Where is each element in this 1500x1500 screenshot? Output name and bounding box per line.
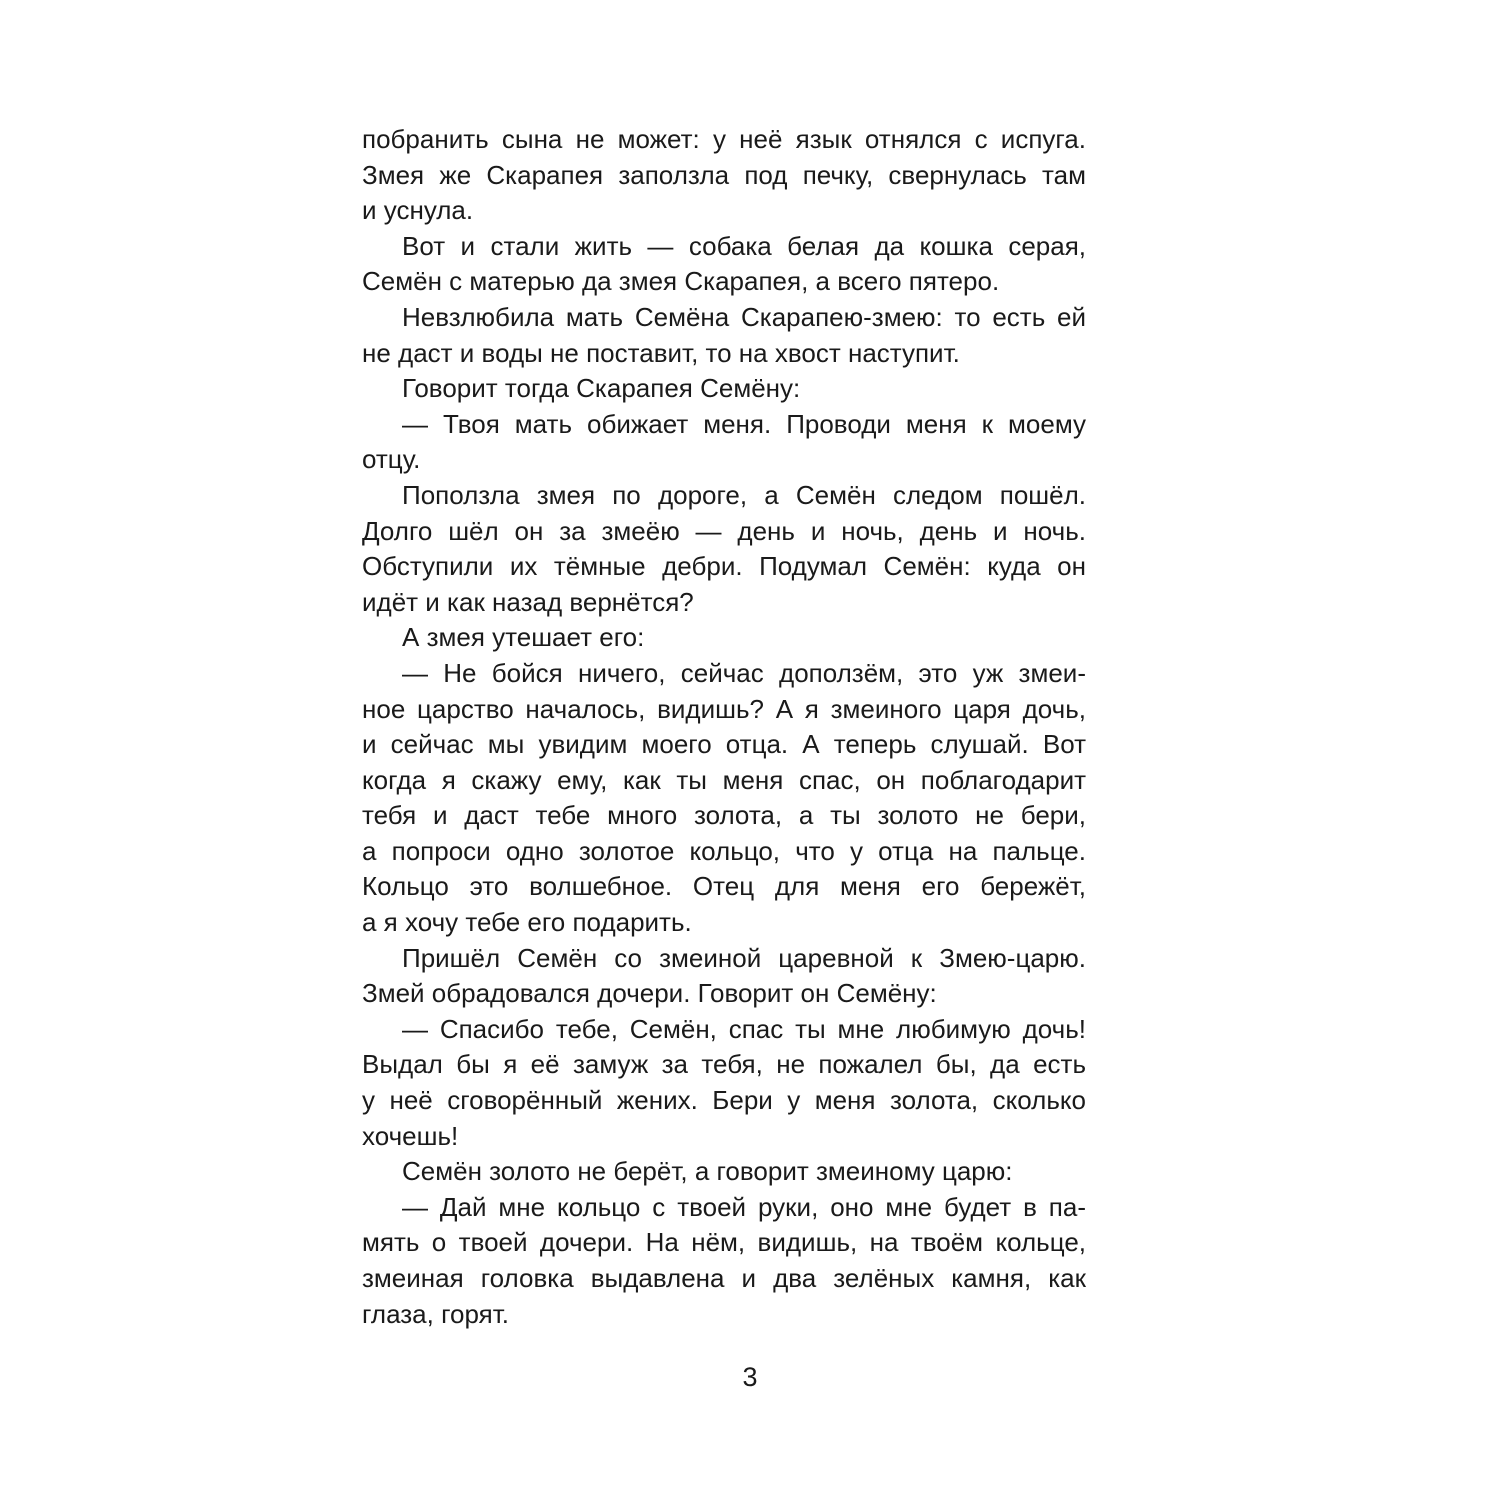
- text-line: хочешь!: [362, 1120, 459, 1151]
- text-line: — Спасибо тебе, Семён, спас ты мне любимую дочь!: [402, 1013, 1086, 1044]
- text-line: отцу.: [362, 444, 421, 475]
- page-body-text: [362, 122, 1086, 1332]
- text-line: а я хочу тебе его подарить.: [362, 907, 692, 938]
- text-line: Семён с матерью да змея Скарапея, а всего пятеро.: [362, 266, 1000, 297]
- text-line: тебя и даст тебе много золота, а ты золото не бери,: [362, 800, 1086, 831]
- text-line: когда я скажу ему, как ты меня спас, он поблагодарит: [362, 764, 1086, 795]
- text-line: — Не бойся ничего, сейчас доползём, это уж змеи-: [402, 657, 1086, 688]
- text-line: Выдал бы я её замуж за тебя, не пожалел бы, да есть: [362, 1049, 1086, 1080]
- text-line: Поползла змея по дороге, а Семён следом пошёл.: [402, 479, 1086, 510]
- text-line: Говорит тогда Скарапея Семёну:: [402, 373, 801, 404]
- text-line: и сейчас мы увидим моего отца. А теперь слушай. Вот: [362, 729, 1086, 760]
- page-number: 3: [742, 1362, 758, 1392]
- text-line: а попроси одно золотое кольцо, что у отца на пальце.: [362, 835, 1086, 866]
- text-line: Пришёл Семён со змеиной царевной к Змею-царю.: [402, 942, 1086, 973]
- text-line: Семён золото не берёт, а говорит змеиному царю:: [402, 1156, 1013, 1187]
- text-line: ное царство началось, видишь? А я змеиного царя дочь,: [362, 693, 1086, 724]
- text-line: не даст и воды не поставит, то на хвост наступит.: [362, 337, 960, 368]
- text-line: Обступили их тёмные дебри. Подумал Семён: куда он: [362, 551, 1086, 582]
- text-line: мять о твоей дочери. На нём, видишь, на твоём кольце,: [362, 1227, 1086, 1258]
- text-line: Змея же Скарапея заползла под печку, свернулась там: [362, 159, 1086, 190]
- text-line: змеиная головка выдавлена и два зелёных камня, как: [362, 1263, 1086, 1293]
- text-line: Долго шёл он за змеёю — день и ночь, день и ночь.: [362, 515, 1086, 546]
- text-line: глаза, горят.: [362, 1298, 509, 1329]
- text-line: Вот и стали жить — собака белая да кошка серая,: [402, 230, 1086, 261]
- text-line: Кольцо это волшебное. Отец для меня его бережёт,: [362, 871, 1086, 902]
- text-line: А змея утешает его:: [402, 622, 645, 653]
- text-line: побранить сына не может: у неё язык отнялся с испуга.: [362, 124, 1086, 154]
- text-line: — Твоя мать обижает меня. Проводи меня к моему: [402, 408, 1086, 439]
- text-line: Невзлюбила мать Семёна Скарапею-змею: то есть ей: [402, 301, 1086, 332]
- text-line: Змей обрадовался дочери. Говорит он Семёну:: [362, 978, 937, 1009]
- text-line: идёт и как назад вернётся?: [362, 586, 694, 617]
- text-line: у неё сговорённый жених. Бери у меня золота, сколько: [362, 1085, 1086, 1116]
- text-line: и уснула.: [362, 195, 474, 226]
- text-line: — Дай мне кольцо с твоей руки, оно мне будет в па-: [402, 1191, 1086, 1222]
